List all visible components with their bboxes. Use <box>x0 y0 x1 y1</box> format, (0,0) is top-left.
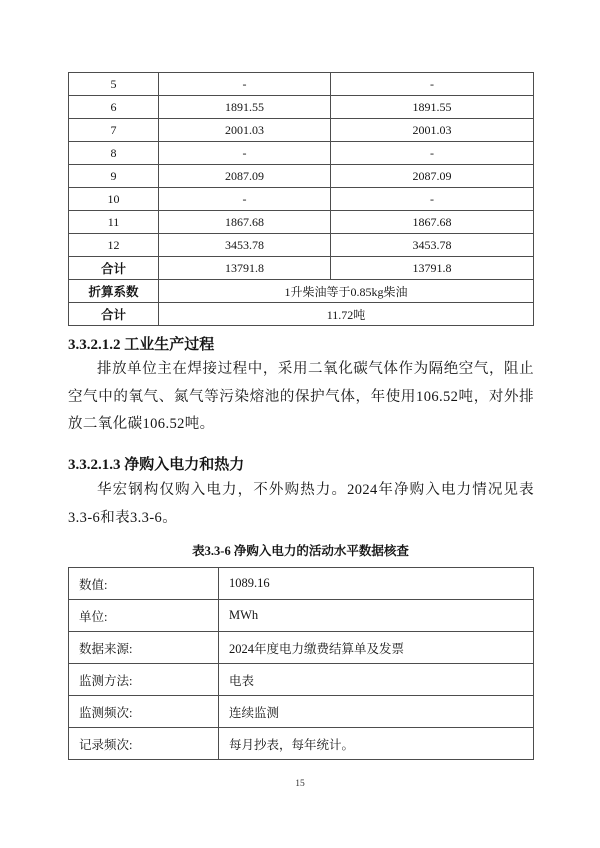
table-row <box>69 568 534 600</box>
month-cell: 12 <box>69 234 159 257</box>
month-cell: 8 <box>69 142 159 165</box>
month-cell: 9 <box>69 165 159 188</box>
grand-total-label: 合计 <box>69 303 159 326</box>
value-cell: 2087.09 <box>331 165 534 188</box>
purchased-electricity-paragraph: 华宏钢构仅购入电力，不外购热力。2024年净购入电力情况见表3.3-6和表3.3-6。 <box>68 482 534 526</box>
table-row <box>69 142 534 165</box>
month-cell: 10 <box>69 188 159 211</box>
grand-total-value: 11.72吨 <box>159 303 534 326</box>
field-value: 每月抄表，每年统计。 <box>219 728 534 760</box>
page-number: 15 <box>295 779 305 789</box>
total-row <box>69 257 534 280</box>
table-row <box>69 728 534 760</box>
value-cell: - <box>159 142 331 165</box>
value-cell: - <box>159 73 331 96</box>
table-row <box>69 119 534 142</box>
table-row <box>69 234 534 257</box>
value-cell: 1867.68 <box>331 211 534 234</box>
value-cell: - <box>331 142 534 165</box>
month-cell: 7 <box>69 119 159 142</box>
table-row <box>69 96 534 119</box>
section-heading-industrial-process: 3.3.2.1.2 工业生产过程 <box>68 337 215 353</box>
value-cell: - <box>159 188 331 211</box>
month-cell: 11 <box>69 211 159 234</box>
value-cell: 3453.78 <box>159 234 331 257</box>
value-cell: 1891.55 <box>159 96 331 119</box>
field-value: 2024年度电力缴费结算单及发票 <box>219 632 534 664</box>
field-value: 1089.16 <box>219 568 534 600</box>
field-value: MWh <box>219 600 534 632</box>
value-cell: 1891.55 <box>331 96 534 119</box>
field-label: 监测方法: <box>69 664 219 696</box>
table-3-3-6-caption: 表3.3-6 净购入电力的活动水平数据核查 <box>192 544 409 558</box>
table-row <box>69 664 534 696</box>
total-label: 合计 <box>69 257 159 280</box>
table-row <box>69 73 534 96</box>
table-row <box>69 165 534 188</box>
table-row <box>69 696 534 728</box>
value-cell: 1867.68 <box>159 211 331 234</box>
value-cell: 2001.03 <box>331 119 534 142</box>
table-row <box>69 188 534 211</box>
table-row <box>69 600 534 632</box>
conversion-factor-value: 1升柴油等于0.85kg柴油 <box>159 280 534 303</box>
field-label: 单位: <box>69 600 219 632</box>
conversion-factor-label: 折算系数 <box>69 280 159 303</box>
field-value: 电表 <box>219 664 534 696</box>
value-cell: 2087.09 <box>159 165 331 188</box>
diesel-consumption-table <box>68 72 534 326</box>
field-label: 数值: <box>69 568 219 600</box>
month-cell: 5 <box>69 73 159 96</box>
field-label: 监测频次: <box>69 696 219 728</box>
value-cell: 2001.03 <box>159 119 331 142</box>
value-cell: 13791.8 <box>159 257 331 280</box>
conversion-factor-row <box>69 280 534 303</box>
value-cell: - <box>331 73 534 96</box>
value-cell: 13791.8 <box>331 257 534 280</box>
value-cell: 3453.78 <box>331 234 534 257</box>
section-heading-purchased-electricity: 3.3.2.1.3 净购入电力和热力 <box>68 457 245 473</box>
month-cell: 6 <box>69 96 159 119</box>
value-cell: - <box>331 188 534 211</box>
grand-total-row <box>69 303 534 326</box>
field-label: 数据来源: <box>69 632 219 664</box>
field-label: 记录频次: <box>69 728 219 760</box>
field-value: 连续监测 <box>219 696 534 728</box>
table-row <box>69 211 534 234</box>
industrial-process-paragraph: 排放单位主在焊接过程中，采用二氧化碳气体作为隔绝空气，阻止空气中的氧气、氮气等污染熔池的保护气体，年使用106.52吨，对外排放二氧化碳106.52吨。 <box>68 361 534 433</box>
electricity-activity-table <box>68 567 534 760</box>
table-row <box>69 632 534 664</box>
